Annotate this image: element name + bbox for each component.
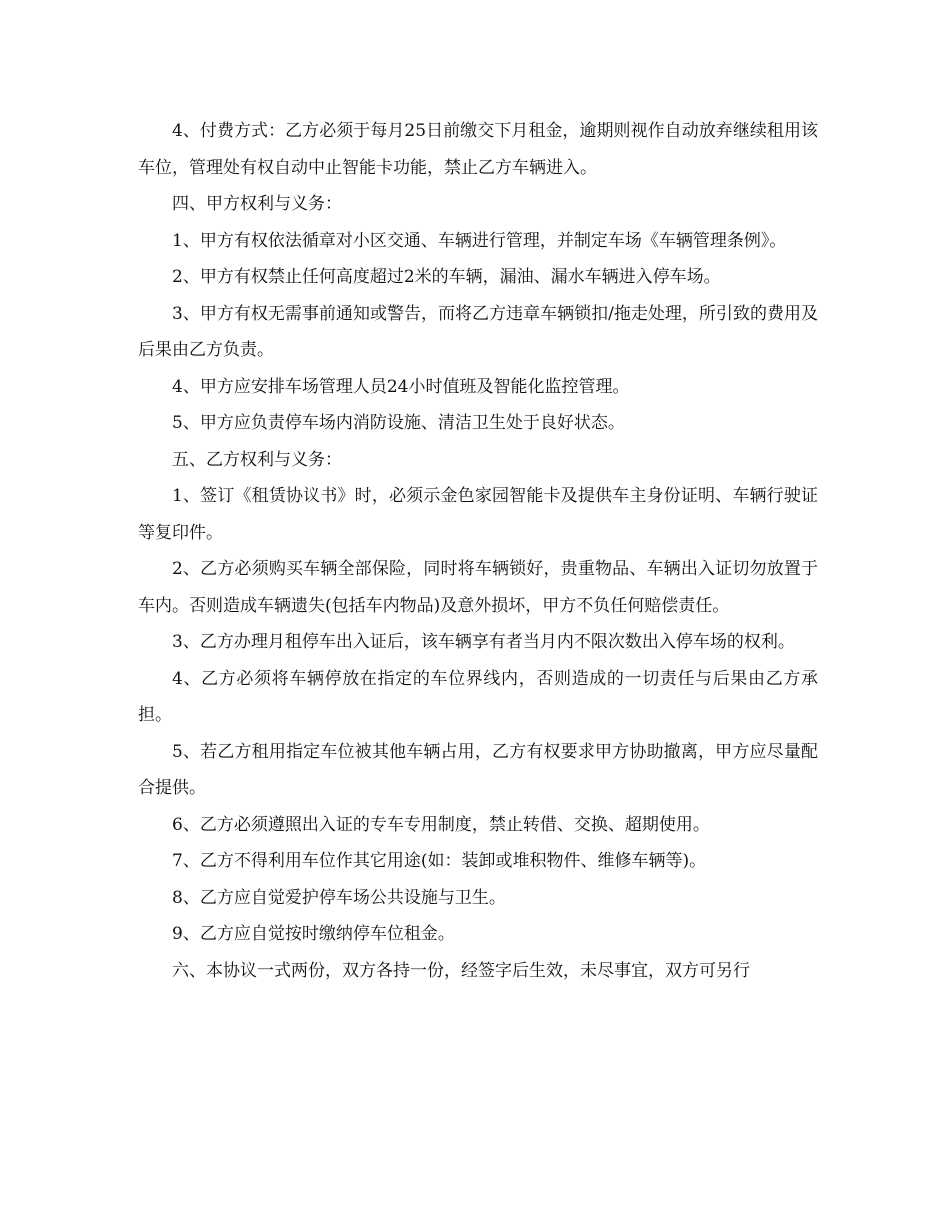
paragraph-b-1: 1、签订《租赁协议书》时，必须示金色家园智能卡及提供车主身份证明、车辆行驶证等复印件。 bbox=[138, 486, 818, 543]
paragraph-b-3: 3、乙方办理月租停车出入证后，该车辆享有者当月内不限次数出入停车场的权利。 bbox=[172, 632, 795, 652]
paragraph-b-2: 2、乙方必须购买车辆全部保险，同时将车辆锁好，贵重物品、车辆出入证切勿放置于车内。否则造成车辆遗失(包括车内物品)及意外损坏，甲方不负任何赔偿责任。 bbox=[138, 559, 818, 616]
document-body bbox=[138, 113, 818, 989]
paragraph-b-8: 8、乙方应自觉爱护停车场公共设施与卫生。 bbox=[172, 887, 506, 908]
paragraph-a-1: 1、甲方有权依法循章对小区交通、车辆进行管理，并制定车场《车辆管理条例》。 bbox=[172, 230, 787, 251]
heading-party-a-rights: 四、甲方权利与义务： bbox=[172, 194, 342, 214]
paragraph-a-2: 2、甲方有权禁止任何高度超过2米的车辆，漏油、漏水车辆进入停车场。 bbox=[172, 267, 721, 287]
paragraph-a-5: 5、甲方应负责停车场内消防设施、清洁卫生处于良好状态。 bbox=[172, 413, 625, 433]
paragraph-b-9: 9、乙方应自觉按时缴纳停车位租金。 bbox=[172, 924, 455, 944]
paragraph-a-3: 3、甲方有权无需事前通知或警告，而将乙方违章车辆锁扣/拖走处理，所引致的费用及后果由乙方负责。 bbox=[138, 303, 818, 360]
paragraph-section-6: 六、本协议一式两份，双方各持一份，经签字后生效，未尽事宜，双方可另行 bbox=[172, 960, 750, 981]
paragraph-b-4: 4、乙方必须将车辆停放在指定的车位界线内，否则造成的一切责任与后果由乙方承担。 bbox=[138, 668, 818, 725]
heading-party-b-rights: 五、乙方权利与义务： bbox=[172, 449, 342, 470]
paragraph-b-6: 6、乙方必须遵照出入证的专车专用制度，禁止转借、交换、超期使用。 bbox=[172, 814, 710, 835]
paragraph-b-5: 5、若乙方租用指定车位被其他车辆占用，乙方有权要求甲方协助撤离，甲方应尽量配合提供。 bbox=[138, 741, 818, 798]
paragraph-payment-method: 4、付费方式：乙方必须于每月25日前缴交下月租金，逾期则视作自动放弃继续租用该车位，管理处有权自动中止智能卡功能，禁止乙方车辆进入。 bbox=[138, 121, 818, 178]
paragraph-b-7: 7、乙方不得利用车位作其它用途(如：装卸或堆积物件、维修车辆等)。 bbox=[172, 851, 707, 871]
paragraph-a-4: 4、甲方应安排车场管理人员24小时值班及智能化监控管理。 bbox=[172, 376, 630, 397]
